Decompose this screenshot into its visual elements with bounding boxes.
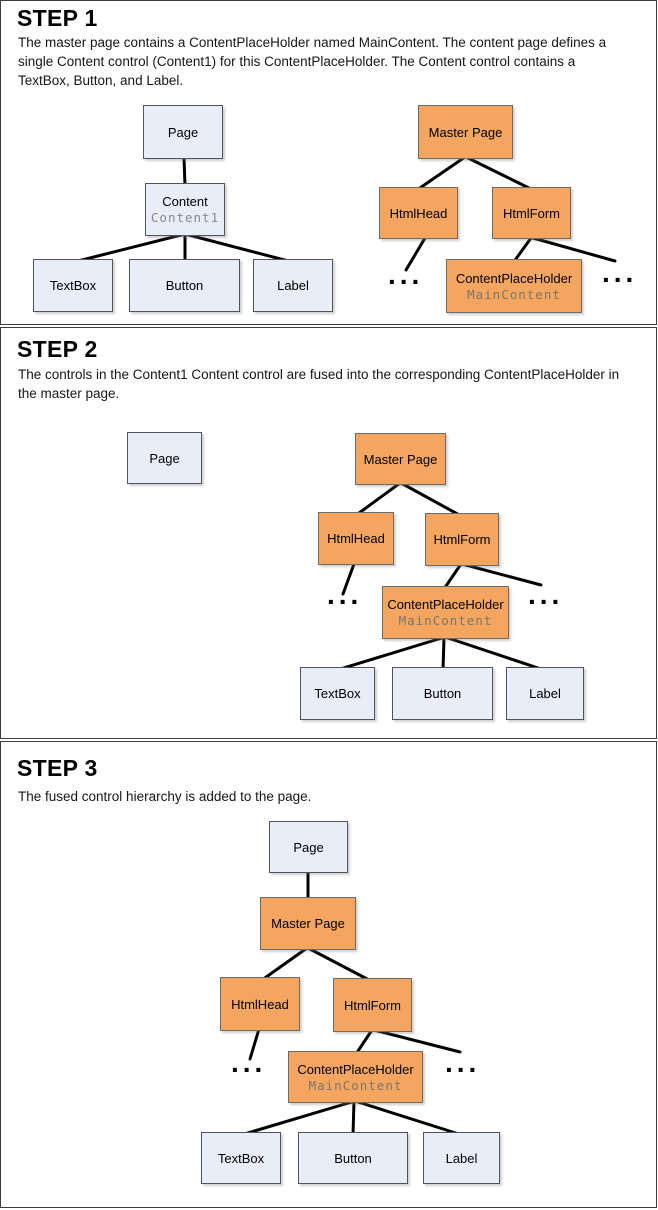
node-label: HtmlForm bbox=[343, 997, 402, 1013]
step-2-heading: STEP 2 bbox=[17, 336, 98, 362]
node-label: TextBox bbox=[314, 686, 361, 701]
node-label: Page bbox=[149, 450, 180, 466]
node-label: HtmlHead bbox=[389, 205, 448, 221]
ellipsis-dots: ... bbox=[327, 579, 363, 610]
node-htmlform bbox=[492, 187, 571, 239]
node-label: HtmlForm bbox=[502, 205, 561, 221]
node-label: HtmlHead bbox=[231, 996, 289, 1012]
node-label: ContentPlaceHolder bbox=[387, 597, 504, 612]
node-label-control bbox=[506, 667, 584, 720]
node-textbox bbox=[300, 667, 375, 720]
node-label: HtmlHead bbox=[327, 531, 385, 546]
step-3-description: The fused control hierarchy is added to the page. bbox=[18, 789, 312, 804]
node-label: Label bbox=[445, 1150, 478, 1166]
node-htmlhead bbox=[220, 977, 300, 1031]
node-label: HtmlForm bbox=[433, 532, 491, 547]
node-label: Label bbox=[529, 686, 561, 701]
node-label: Page bbox=[167, 124, 199, 140]
node-textbox bbox=[201, 1132, 281, 1184]
node-master-page bbox=[355, 433, 446, 485]
node-label-control bbox=[423, 1132, 500, 1184]
ellipsis-dots: ... bbox=[388, 259, 424, 290]
node-id-label: MainContent bbox=[398, 613, 493, 628]
node-button bbox=[392, 667, 493, 720]
node-htmlform bbox=[333, 978, 412, 1032]
step-1-heading: STEP 1 bbox=[17, 5, 98, 31]
node-label: Button bbox=[423, 686, 462, 701]
node-contentplaceholder bbox=[382, 586, 509, 639]
node-id-label: MainContent bbox=[308, 1077, 403, 1093]
ellipsis-dots: ... bbox=[231, 1047, 267, 1078]
node-htmlhead bbox=[318, 512, 394, 565]
node-master-page bbox=[260, 897, 356, 950]
node-page bbox=[269, 821, 348, 873]
node-page bbox=[143, 105, 223, 159]
node-contentplaceholder bbox=[446, 259, 582, 313]
node-label: Master Page bbox=[363, 451, 438, 467]
node-htmlhead bbox=[379, 187, 458, 239]
node-htmlform bbox=[425, 513, 499, 566]
node-master-page bbox=[418, 105, 513, 159]
step-2-description: The controls in the Content1 Content control are fused into the corresponding ContentPlaceHolder in the master page. bbox=[18, 367, 620, 401]
node-label: Master Page bbox=[271, 916, 345, 931]
node-id-label: MainContent bbox=[467, 286, 561, 302]
node-label: Content bbox=[162, 194, 208, 209]
node-button bbox=[129, 259, 240, 312]
node-label-control bbox=[253, 259, 333, 312]
node-textbox bbox=[33, 259, 113, 312]
node-button bbox=[298, 1132, 408, 1184]
node-label: ContentPlaceHolder bbox=[455, 270, 573, 286]
node-label: Button bbox=[165, 278, 204, 293]
step-3-heading: STEP 3 bbox=[17, 755, 98, 781]
ellipsis-dots: ... bbox=[528, 579, 564, 610]
node-label: TextBox bbox=[49, 278, 97, 293]
node-label: TextBox bbox=[217, 1150, 265, 1166]
ellipsis-dots: ... bbox=[602, 257, 638, 288]
node-label: Page bbox=[293, 839, 324, 855]
node-label: Label bbox=[277, 278, 309, 293]
node-page bbox=[127, 432, 202, 484]
step-1-description: The master page contains a ContentPlaceHolder named MainContent. The content page defines a single Content control (Content1) for this ContentPlaceHolder. The Content control contains a TextBox, Button, and Label. bbox=[18, 35, 607, 88]
node-label: Master Page bbox=[428, 124, 503, 140]
node-id-label: Content1 bbox=[150, 210, 220, 225]
node-label: Button bbox=[334, 1150, 372, 1166]
node-content bbox=[145, 183, 225, 236]
node-contentplaceholder bbox=[288, 1051, 423, 1103]
ellipsis-dots: ... bbox=[445, 1047, 481, 1078]
node-label: ContentPlaceHolder bbox=[297, 1061, 414, 1077]
